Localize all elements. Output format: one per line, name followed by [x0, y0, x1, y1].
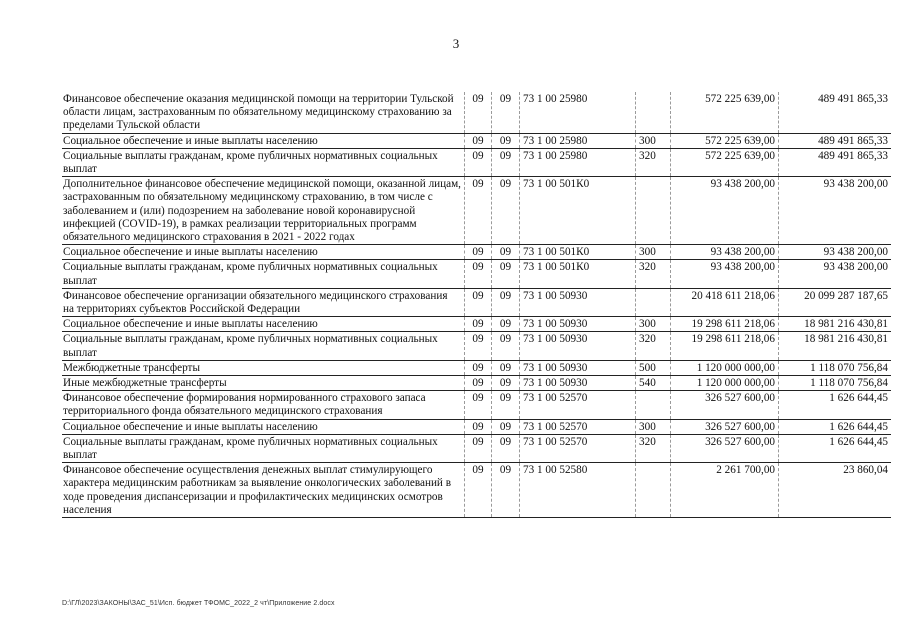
row-approved-amount-cell: 572 225 639,00 — [671, 133, 779, 148]
row-section-cell: 09 — [465, 148, 492, 176]
row-subsection-cell: 09 — [492, 133, 520, 148]
row-target-article-cell: 73 1 00 50930 — [520, 360, 636, 375]
row-executed-amount-cell: 489 491 865,33 — [779, 92, 892, 133]
row-name-cell: Иные межбюджетные трансферты — [63, 377, 227, 390]
row-subsection-cell: 09 — [492, 360, 520, 375]
row-expense-type-cell — [636, 177, 671, 245]
row-executed-amount-cell: 489 491 865,33 — [779, 148, 892, 176]
row-target-article-cell: 73 1 00 50930 — [520, 317, 636, 332]
page-number: 3 — [452, 36, 460, 51]
row-subsection-cell: 09 — [492, 391, 520, 419]
row-executed-amount-cell: 1 626 644,45 — [779, 434, 892, 462]
row-name-cell: Социальные выплаты гражданам, кроме публичных нормативных социальных выплат — [63, 261, 438, 287]
row-section-cell: 09 — [465, 245, 492, 260]
row-name-cell: Социальные выплаты гражданам, кроме публичных нормативных социальных выплат — [63, 333, 438, 359]
row-name-cell: Социальное обеспечение и иные выплаты населению — [63, 134, 318, 147]
row-target-article-cell: 73 1 00 501К0 — [520, 245, 636, 260]
row-expense-type-cell: 500 — [636, 360, 671, 375]
budget-table — [62, 92, 891, 518]
row-approved-amount-cell: 1 120 000 000,00 — [671, 376, 779, 391]
row-name-cell: Финансовое обеспечение оказания медицинской помощи на территории Тульской области лицам, застрахованным по обязательному медицинскому страхованию за пределами Тульской области — [63, 93, 454, 132]
row-approved-amount-cell: 19 298 611 218,06 — [671, 317, 779, 332]
row-subsection-cell: 09 — [492, 260, 520, 288]
row-subsection-cell: 09 — [492, 92, 520, 133]
row-target-article-cell: 73 1 00 52570 — [520, 391, 636, 419]
row-expense-type-cell: 300 — [636, 245, 671, 260]
table-row — [62, 463, 891, 518]
table-row — [62, 317, 891, 332]
row-target-article-cell: 73 1 00 25980 — [520, 148, 636, 176]
row-section-cell: 09 — [465, 92, 492, 133]
row-executed-amount-cell: 1 626 644,45 — [779, 391, 892, 419]
table-row — [62, 419, 891, 434]
footer-file-path: D:\ГЛ\2023\ЗАКОНЫ\ЗАС_51\Исп. бюджет ТФОМС_2022_2 чт\Приложение 2.docx — [62, 600, 335, 607]
row-target-article-cell: 73 1 00 50930 — [520, 332, 636, 360]
row-target-article-cell: 73 1 00 25980 — [520, 133, 636, 148]
row-approved-amount-cell: 326 527 600,00 — [671, 419, 779, 434]
row-subsection-cell: 09 — [492, 419, 520, 434]
row-executed-amount-cell: 18 981 216 430,81 — [779, 317, 892, 332]
table-row — [62, 360, 891, 375]
row-expense-type-cell — [636, 463, 671, 518]
row-approved-amount-cell: 93 438 200,00 — [671, 177, 779, 245]
row-expense-type-cell: 300 — [636, 317, 671, 332]
row-executed-amount-cell: 18 981 216 430,81 — [779, 332, 892, 360]
row-target-article-cell: 73 1 00 501К0 — [520, 177, 636, 245]
row-subsection-cell: 09 — [492, 317, 520, 332]
row-section-cell: 09 — [465, 288, 492, 316]
row-approved-amount-cell: 93 438 200,00 — [671, 245, 779, 260]
row-subsection-cell: 09 — [492, 288, 520, 316]
row-subsection-cell: 09 — [492, 332, 520, 360]
table-row — [62, 332, 891, 360]
row-section-cell: 09 — [465, 419, 492, 434]
row-approved-amount-cell: 572 225 639,00 — [671, 148, 779, 176]
row-name-cell: Социальное обеспечение и иные выплаты населению — [63, 420, 318, 433]
row-subsection-cell: 09 — [492, 376, 520, 391]
row-approved-amount-cell: 326 527 600,00 — [671, 391, 779, 419]
row-approved-amount-cell: 93 438 200,00 — [671, 260, 779, 288]
row-approved-amount-cell: 20 418 611 218,06 — [671, 288, 779, 316]
row-section-cell: 09 — [465, 434, 492, 462]
row-section-cell: 09 — [465, 260, 492, 288]
table-row — [62, 245, 891, 260]
row-section-cell: 09 — [465, 391, 492, 419]
table-row — [62, 434, 891, 462]
row-approved-amount-cell: 326 527 600,00 — [671, 434, 779, 462]
row-name-cell: Социальное обеспечение и иные выплаты населению — [63, 246, 318, 259]
row-name-cell: Финансовое обеспечение организации обязательного медицинского страхования на территориях субъектов Российской Федерации — [63, 289, 448, 316]
row-target-article-cell: 73 1 00 52570 — [520, 419, 636, 434]
row-subsection-cell: 09 — [492, 463, 520, 518]
row-expense-type-cell — [636, 288, 671, 316]
row-approved-amount-cell: 19 298 611 218,06 — [671, 332, 779, 360]
row-subsection-cell: 09 — [492, 177, 520, 245]
row-subsection-cell: 09 — [492, 434, 520, 462]
row-target-article-cell: 73 1 00 25980 — [520, 92, 636, 133]
row-target-article-cell: 73 1 00 501К0 — [520, 260, 636, 288]
table-row — [62, 148, 891, 176]
row-subsection-cell: 09 — [492, 148, 520, 176]
row-expense-type-cell: 540 — [636, 376, 671, 391]
row-executed-amount-cell: 489 491 865,33 — [779, 133, 892, 148]
row-expense-type-cell — [636, 391, 671, 419]
row-name-cell: Финансовое обеспечение формирования нормированного страхового запаса территориального фонда обязательного медицинского страхования — [63, 392, 426, 418]
row-executed-amount-cell: 20 099 287 187,65 — [779, 288, 892, 316]
row-approved-amount-cell: 572 225 639,00 — [671, 92, 779, 133]
row-expense-type-cell: 320 — [636, 434, 671, 462]
row-executed-amount-cell: 1 626 644,45 — [779, 419, 892, 434]
row-section-cell: 09 — [465, 360, 492, 375]
row-expense-type-cell: 320 — [636, 148, 671, 176]
row-expense-type-cell — [636, 92, 671, 133]
row-approved-amount-cell: 2 261 700,00 — [671, 463, 779, 518]
budget-table-body — [62, 92, 891, 518]
row-section-cell: 09 — [465, 133, 492, 148]
row-name-cell: Межбюджетные трансферты — [63, 361, 200, 374]
row-name-cell: Социальные выплаты гражданам, кроме публичных нормативных социальных выплат — [63, 149, 438, 176]
row-target-article-cell: 73 1 00 50930 — [520, 288, 636, 316]
table-row — [62, 288, 891, 316]
table-row — [62, 376, 891, 391]
row-executed-amount-cell: 93 438 200,00 — [779, 260, 892, 288]
row-executed-amount-cell: 1 118 070 756,84 — [779, 360, 892, 375]
row-target-article-cell: 73 1 00 52570 — [520, 434, 636, 462]
row-section-cell: 09 — [465, 376, 492, 391]
row-executed-amount-cell: 23 860,04 — [779, 463, 892, 518]
row-executed-amount-cell: 93 438 200,00 — [779, 245, 892, 260]
table-row — [62, 177, 891, 245]
row-expense-type-cell: 300 — [636, 419, 671, 434]
table-row — [62, 92, 891, 133]
table-row — [62, 260, 891, 288]
row-name-cell: Дополнительное финансовое обеспечение медицинской помощи, оказанной лицам, застрахованным по обязательному медицинскому страхованию, в том числе с заболеванием и (или) подозрением на заболевание новой коронавирусной инфекцией (COVID-19), в рамках реализации территориальных программ обязательного медицинского страхования в 2021 - 2022 годах — [63, 178, 461, 244]
row-expense-type-cell: 300 — [636, 133, 671, 148]
row-executed-amount-cell: 93 438 200,00 — [779, 177, 892, 245]
row-name-cell: Социальное обеспечение и иные выплаты населению — [63, 318, 318, 331]
table-row — [62, 133, 891, 148]
row-target-article-cell: 73 1 00 50930 — [520, 376, 636, 391]
row-section-cell: 09 — [465, 332, 492, 360]
row-expense-type-cell: 320 — [636, 332, 671, 360]
row-section-cell: 09 — [465, 463, 492, 518]
row-section-cell: 09 — [465, 177, 492, 245]
table-row — [62, 391, 891, 419]
row-subsection-cell: 09 — [492, 245, 520, 260]
row-expense-type-cell: 320 — [636, 260, 671, 288]
row-target-article-cell: 73 1 00 52580 — [520, 463, 636, 518]
row-executed-amount-cell: 1 118 070 756,84 — [779, 376, 892, 391]
row-section-cell: 09 — [465, 317, 492, 332]
row-name-cell: Финансовое обеспечение осуществления денежных выплат стимулирующего характера медицинским работникам за выявление онкологических заболеваний в ходе проведения диспансеризации и профилактических медицинских осмотров населения — [63, 464, 451, 516]
row-approved-amount-cell: 1 120 000 000,00 — [671, 360, 779, 375]
row-name-cell: Социальные выплаты гражданам, кроме публичных нормативных социальных выплат — [63, 435, 438, 462]
